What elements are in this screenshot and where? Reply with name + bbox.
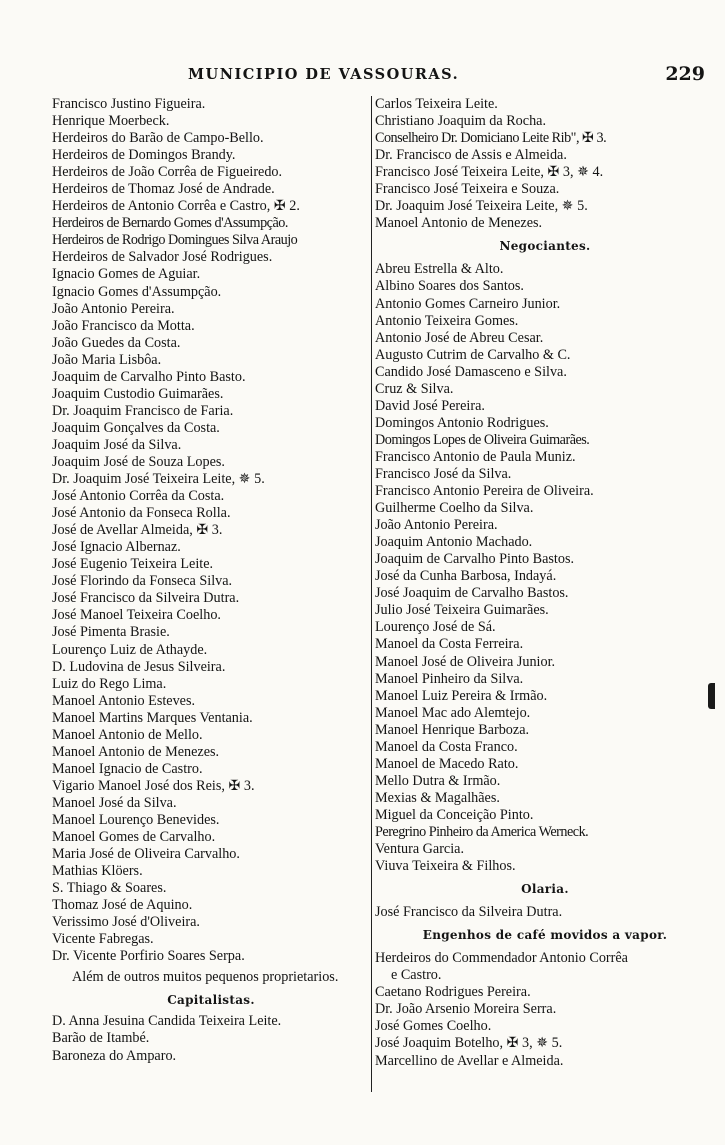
name-entry: José Antonio da Fonseca Rolla. bbox=[52, 505, 231, 522]
engenho-entry: José Gomes Coelho. bbox=[375, 1018, 492, 1035]
negociante-entry: Joaquim de Carvalho Pinto Bastos. bbox=[375, 551, 575, 568]
name-entry: Mathias Klöers. bbox=[52, 863, 143, 880]
negociante-entry: Lourenço José de Sá. bbox=[375, 619, 496, 636]
negociante-entry: Domingos Antonio Rodrigues. bbox=[375, 414, 549, 431]
negociante-entry: Miguel da Conceição Pinto. bbox=[375, 806, 534, 823]
name-entry: José Florindo da Fonseca Silva. bbox=[52, 573, 233, 590]
engenho-entry: Dr. João Arsenio Moreira Serra. bbox=[375, 1001, 557, 1018]
name-entry: Joaquim de Carvalho Pinto Basto. bbox=[52, 368, 246, 385]
name-entry: Joaquim José de Souza Lopes. bbox=[52, 453, 225, 470]
section-heading-negociantes: Negociantes. bbox=[499, 239, 591, 254]
name-entry: Francisco José Teixeira e Souza. bbox=[375, 181, 560, 198]
name-entry: Vicente Fabregas. bbox=[52, 931, 154, 948]
name-entry: João Maria Lisbôa. bbox=[52, 351, 162, 368]
name-entry: Thomaz José de Aquino. bbox=[52, 897, 193, 914]
negociante-entry: Peregrino Pinheiro da America Werneck. bbox=[375, 823, 589, 840]
name-entry: Francisco Justino Figueira. bbox=[52, 96, 206, 112]
name-entry: Francisco José Teixeira Leite, ✠ 3, ✵ 4. bbox=[375, 164, 604, 181]
negociante-entry: Manoel Luiz Pereira & Irmão. bbox=[375, 687, 548, 704]
capitalista-entry: D. Anna Jesuina Candida Teixeira Leite. bbox=[52, 1013, 282, 1030]
name-entry: D. Ludovina de Jesus Silveira. bbox=[52, 658, 226, 675]
negociante-entry: Antonio José de Abreu Cesar. bbox=[375, 329, 544, 346]
name-entry: Ignacio Gomes de Aguiar. bbox=[52, 266, 201, 283]
negociantes-list bbox=[375, 261, 715, 875]
name-entry: Dr. Vicente Porfirio Soares Serpa. bbox=[52, 948, 245, 965]
name-entry: Manoel José da Silva. bbox=[52, 794, 177, 811]
negociante-entry: Manoel José de Oliveira Junior. bbox=[375, 653, 556, 670]
negociante-entry: João Antonio Pereira. bbox=[375, 517, 498, 534]
name-entry: Lourenço Luiz de Athayde. bbox=[52, 641, 208, 658]
name-entry: Christiano Joaquim da Rocha. bbox=[375, 113, 547, 130]
negociante-entry: Albino Soares dos Santos. bbox=[375, 278, 524, 295]
section-heading-olaria: Olaria. bbox=[521, 882, 569, 897]
name-entry: Manoel Ignacio de Castro. bbox=[52, 760, 203, 777]
negociante-entry: José da Cunha Barbosa, Indayá. bbox=[375, 568, 557, 585]
name-entry: José de Avellar Almeida, ✠ 3. bbox=[52, 522, 223, 539]
name-entry: Dr. Joaquim Francisco de Faria. bbox=[52, 402, 234, 419]
name-entry: Manoel Antonio de Menezes. bbox=[375, 215, 543, 232]
engenho-entry: Herdeiros do Commendador Antonio Corrêa bbox=[375, 950, 628, 967]
name-entry: José Pimenta Brasie. bbox=[52, 624, 170, 641]
name-entry: Herdeiros de Bernardo Gomes d'Assumpção. bbox=[52, 215, 288, 232]
negociante-entry: Mexias & Magalhães. bbox=[375, 789, 500, 806]
name-entry: Henrique Moerbeck. bbox=[52, 113, 170, 130]
name-entry: Manoel Antonio de Mello. bbox=[52, 726, 203, 743]
name-entry: Herdeiros de Domingos Brandy. bbox=[52, 147, 236, 164]
name-entry: Manoel Gomes de Carvalho. bbox=[52, 829, 216, 846]
engenhos-list bbox=[375, 950, 715, 1069]
negociante-entry: Mello Dutra & Irmão. bbox=[375, 772, 501, 789]
name-entry: Herdeiros de Salvador José Rodrigues. bbox=[52, 249, 273, 266]
negociante-entry: Augusto Cutrim de Carvalho & C. bbox=[375, 346, 571, 363]
name-entry: S. Thiago & Soares. bbox=[52, 880, 167, 897]
name-entry: João Antonio Pereira. bbox=[52, 300, 175, 317]
name-entry: Manoel Martins Marques Ventania. bbox=[52, 709, 253, 726]
name-entry: Herdeiros de Thomaz José de Andrade. bbox=[52, 181, 275, 198]
olaria-entry: José Francisco da Silveira Dutra. bbox=[375, 904, 563, 921]
right-name-list bbox=[375, 96, 715, 232]
left-column bbox=[52, 96, 370, 1065]
capitalista-entry: Barão de Itambé. bbox=[52, 1030, 150, 1047]
name-entry: João Francisco da Motta. bbox=[52, 317, 195, 334]
negociante-entry: José Joaquim de Carvalho Bastos. bbox=[375, 585, 569, 602]
right-column bbox=[375, 96, 715, 1070]
negociante-entry: Domingos Lopes de Oliveira Guimarães. bbox=[375, 431, 590, 448]
negociante-entry: Francisco Antonio de Paula Muniz. bbox=[375, 448, 576, 465]
name-entry: José Ignacio Albernaz. bbox=[52, 539, 181, 556]
name-entry: Joaquim José da Silva. bbox=[52, 436, 182, 453]
negociante-entry: Abreu Estrella & Alto. bbox=[375, 261, 504, 278]
proprietors-note: Além de outros muitos pequenos proprietarios. bbox=[72, 969, 339, 986]
capitalista-entry: Baroneza do Amparo. bbox=[52, 1047, 177, 1064]
negociante-entry: Manoel de Macedo Rato. bbox=[375, 755, 519, 772]
name-entry: José Francisco da Silveira Dutra. bbox=[52, 590, 240, 607]
negociante-entry: Cruz & Silva. bbox=[375, 380, 454, 397]
name-entry: João Guedes da Costa. bbox=[52, 334, 181, 351]
negociante-entry: Joaquim Antonio Machado. bbox=[375, 534, 533, 551]
engenho-entry: José Joaquim Botelho, ✠ 3, ✵ 5. bbox=[375, 1035, 563, 1052]
negociante-entry: Viuva Teixeira & Filhos. bbox=[375, 858, 516, 875]
name-entry: Herdeiros do Barão de Campo-Bello. bbox=[52, 130, 264, 147]
negociante-entry: Francisco José da Silva. bbox=[375, 465, 512, 482]
negociante-entry: Guilherme Coelho da Silva. bbox=[375, 500, 534, 517]
engenho-entry: Caetano Rodrigues Pereira. bbox=[375, 984, 531, 1001]
name-entry: Manoel Antonio de Menezes. bbox=[52, 743, 220, 760]
name-entry: Herdeiros de Antonio Corrêa e Castro, ✠ 2. bbox=[52, 198, 300, 215]
engenho-entry: Marcellino de Avellar e Almeida. bbox=[375, 1052, 564, 1069]
name-entry: Verissimo José d'Oliveira. bbox=[52, 914, 200, 931]
negociante-entry: Manoel da Costa Ferreira. bbox=[375, 636, 524, 653]
section-heading-engenhos: Engenhos de café movidos a vapor. bbox=[422, 928, 668, 943]
left-name-list bbox=[52, 96, 370, 965]
negociante-entry: Antonio Teixeira Gomes. bbox=[375, 312, 519, 329]
column-divider bbox=[371, 96, 372, 1092]
negociante-entry: Manoel Mac ado Alemtejo. bbox=[375, 704, 531, 721]
page-edge-mark bbox=[708, 683, 715, 709]
negociante-entry: Julio José Teixeira Guimarães. bbox=[375, 602, 549, 619]
name-entry: Herdeiros de João Corrêa de Figueiredo. bbox=[52, 164, 283, 181]
capitalistas-list bbox=[52, 1013, 370, 1064]
name-entry: Joaquim Custodio Guimarães. bbox=[52, 385, 224, 402]
negociante-entry: David José Pereira. bbox=[375, 397, 485, 414]
name-entry: Carlos Teixeira Leite. bbox=[375, 96, 498, 112]
name-entry: Luiz do Rego Lima. bbox=[52, 675, 167, 692]
negociante-entry: Manoel da Costa Franco. bbox=[375, 738, 518, 755]
name-entry: Joaquim Gonçalves da Costa. bbox=[52, 419, 220, 436]
name-entry: Dr. Joaquim José Teixeira Leite, ✵ 5. bbox=[375, 198, 588, 215]
section-heading-capitalistas: Capitalistas. bbox=[167, 993, 255, 1008]
running-title: MUNICIPIO DE VASSOURAS. bbox=[188, 66, 460, 83]
negociante-entry: Antonio Gomes Carneiro Junior. bbox=[375, 295, 561, 312]
name-entry: Herdeiros de Rodrigo Domingues Silva Araujo bbox=[52, 232, 298, 249]
page-number: 229 bbox=[665, 63, 705, 85]
name-entry: Dr. Joaquim José Teixeira Leite, ✵ 5. bbox=[52, 471, 265, 488]
negociante-entry: Francisco Antonio Pereira de Oliveira. bbox=[375, 483, 594, 500]
name-entry: José Antonio Corrêa da Costa. bbox=[52, 488, 225, 505]
negociante-entry: Candido José Damasceno e Silva. bbox=[375, 363, 567, 380]
name-entry: Vigario Manoel José dos Reis, ✠ 3. bbox=[52, 777, 255, 794]
name-entry: Maria José de Oliveira Carvalho. bbox=[52, 846, 240, 863]
name-entry: Manoel Lourenço Benevides. bbox=[52, 811, 220, 828]
name-entry: Ignacio Gomes d'Assumpção. bbox=[52, 283, 222, 300]
page-header bbox=[0, 63, 725, 88]
negociante-entry: Ventura Garcia. bbox=[375, 841, 465, 858]
negociante-entry: Manoel Pinheiro da Silva. bbox=[375, 670, 524, 687]
name-entry: José Manoel Teixeira Coelho. bbox=[52, 607, 221, 624]
name-entry: Conselheiro Dr. Domiciano Leite Rib", ✠ 3. bbox=[375, 130, 607, 147]
name-entry: Manoel Antonio Esteves. bbox=[52, 692, 196, 709]
name-entry: José Eugenio Teixeira Leite. bbox=[52, 556, 214, 573]
olaria-list bbox=[375, 904, 715, 921]
name-entry: Dr. Francisco de Assis e Almeida. bbox=[375, 147, 567, 164]
negociante-entry: Manoel Henrique Barboza. bbox=[375, 721, 530, 738]
engenho-entry: e Castro. bbox=[391, 967, 442, 984]
